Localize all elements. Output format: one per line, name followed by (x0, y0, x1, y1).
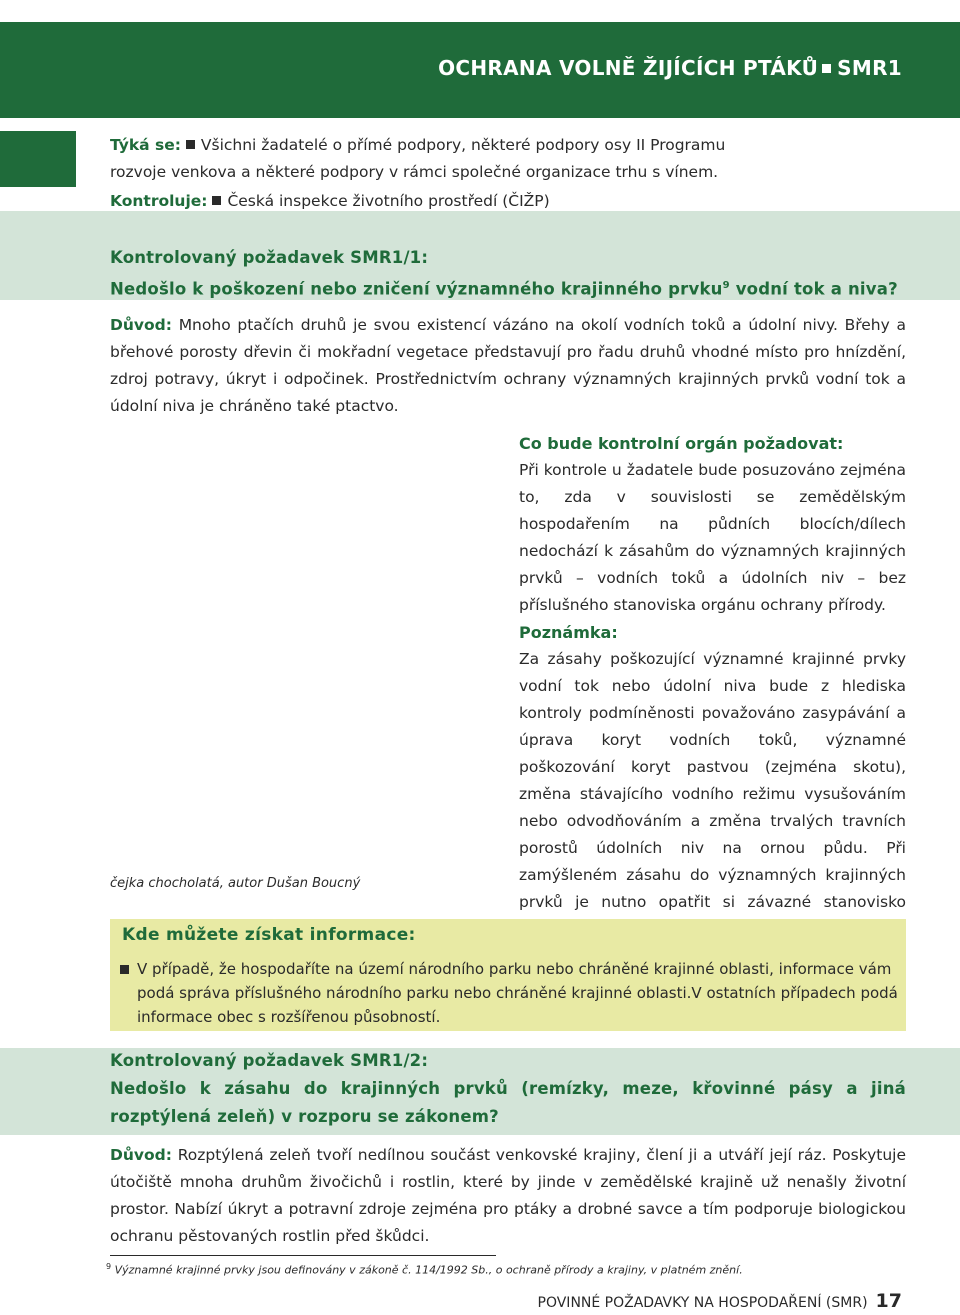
scope-text-line1: Všichni žadatelé o přímé podpory, některé podpory osy II Programu (200, 136, 726, 154)
section-code: SMR1 (837, 56, 902, 80)
requirement-2-reason (110, 1142, 906, 1250)
reason-text: Rozptýlená zeleň tvoří nedílnou součást venkovské krajiny, člení ji a utváří její ráz. Poskytuje útočiště mnoha druhům živočichů i rostlin, které by jinde v zemědělské krajině už nenašly životní prostor. Nabízí úkryt a potravní zdroje zejména pro ptáky a drobné savce a tím podporuje biologickou ochranu pěstovaných rostlin před škůdci. (110, 1146, 906, 1245)
scope-text-line2: rozvoje venkova a některé podpory v rámci společné organizace trhu s vínem. (110, 163, 719, 181)
image-caption: čejka chocholatá, autor Dušan Boucný (110, 876, 361, 891)
controller-label: Kontroluje: (110, 192, 208, 210)
scope-label: Týká se: (110, 136, 181, 154)
requirement-2-question: Nedošlo k zásahu do krajinných prvků (remízky, meze, křovinné pásy a jiná rozptýlená zeleň) v rozporu se zákonem? (110, 1079, 906, 1126)
requirement-2-header (110, 1047, 906, 1131)
note-label: Poznámka: (519, 623, 618, 642)
page-title-text: OCHRANA VOLNĚ ŽIJÍCÍCH PTÁKŮ (438, 56, 819, 80)
separator-square-icon (822, 64, 831, 73)
bullet-square-icon (212, 196, 221, 205)
footnote-rule (110, 1255, 496, 1256)
page-number: 17 (875, 1290, 902, 1312)
page-title (438, 56, 902, 80)
footnote-ref: 9 (722, 280, 730, 291)
inspect-label: Co bude kontrolní orgán požadovat: (519, 434, 844, 453)
reason-text: Mnoho ptačích druhů je svou existencí vázáno na okolí vodních toků a údolní nivy. Břehy a břehové porosty dřevin či mokřadní vegetace představují pro řadu druhů vhodné místo pro hnízdění, zdroj potravy, úkryt i odpočinek. Prostřednictvím ochrany významných krajinných prvků vodní tok a údolní niva je chráněno také ptactvo. (110, 316, 907, 415)
inspection-column (519, 430, 906, 943)
page-footer (538, 1290, 902, 1312)
inspect-text: Při kontrole u žadatele bude posuzováno zejména to, zda v souvislosti se zemědělským hospodařením na půdních blocích/dílech nedochází k zásahům do významných krajinných prvků – vodních toků a údolních niv – bez příslušného stanoviska orgánu ochrany přírody. (519, 461, 906, 614)
info-box (110, 919, 906, 1031)
requirement-1-reason (110, 312, 906, 420)
info-content (120, 957, 900, 1029)
bullet-square-icon (186, 140, 195, 149)
footnote-text: Významné krajinné prvky jsou definovány v zákoně č. 114/1992 Sb., o ochraně přírody a krajiny, v platném znění. (114, 1263, 743, 1277)
requirement-1-question-tail: vodní tok a niva? (729, 279, 898, 299)
requirement-1-title: Kontrolovaný požadavek SMR1/1: (110, 248, 429, 267)
bullet-square-icon (120, 965, 129, 974)
info-title: Kde můžete získat informace: (122, 925, 416, 945)
requirement-1-header (110, 244, 910, 304)
requirement-1-question: Nedošlo k poškození nebo zničení významného krajinného prvku (110, 279, 723, 299)
footer-text: POVINNÉ POŽADAVKY NA HOSPODAŘENÍ (SMR) (537, 1295, 868, 1311)
scope-section (110, 132, 930, 215)
reason-label: Důvod: (110, 316, 172, 334)
controller-text: Česká inspekce životního prostředí (ČIŽP) (227, 192, 550, 210)
note-text: Za zásahy poškozující významné krajinné prvky vodní tok nebo údolní niva bude z hlediska kontroly podmíněnosti považováno zasypávání a úprava koryt vodních toků, významné poškozování koryt pastvou (zejména skotu), změna stávajícího vodního režimu vysušováním nebo odvodňováním a změna trvalých travních porostů údolních niv na ornou půdu. Při zamýšleném zásahu do významných krajinných prvků je nutno opatřit si závazné stanovisko (519, 650, 906, 911)
requirement-2-title: Kontrolovaný požadavek SMR1/2: (110, 1051, 429, 1070)
footnote-number: 9 (106, 1262, 112, 1271)
info-text: V případě, že hospodaříte na území národního parku nebo chráněné krajinné oblasti, informace vám podá správa příslušného národního parku nebo chráněné krajinné oblasti.V ostatních případech podá informace obec s rozšířenou působností. (137, 960, 898, 1026)
decorative-green-block (0, 131, 76, 187)
reason-label: Důvod: (110, 1146, 172, 1164)
footnote (106, 1262, 743, 1277)
